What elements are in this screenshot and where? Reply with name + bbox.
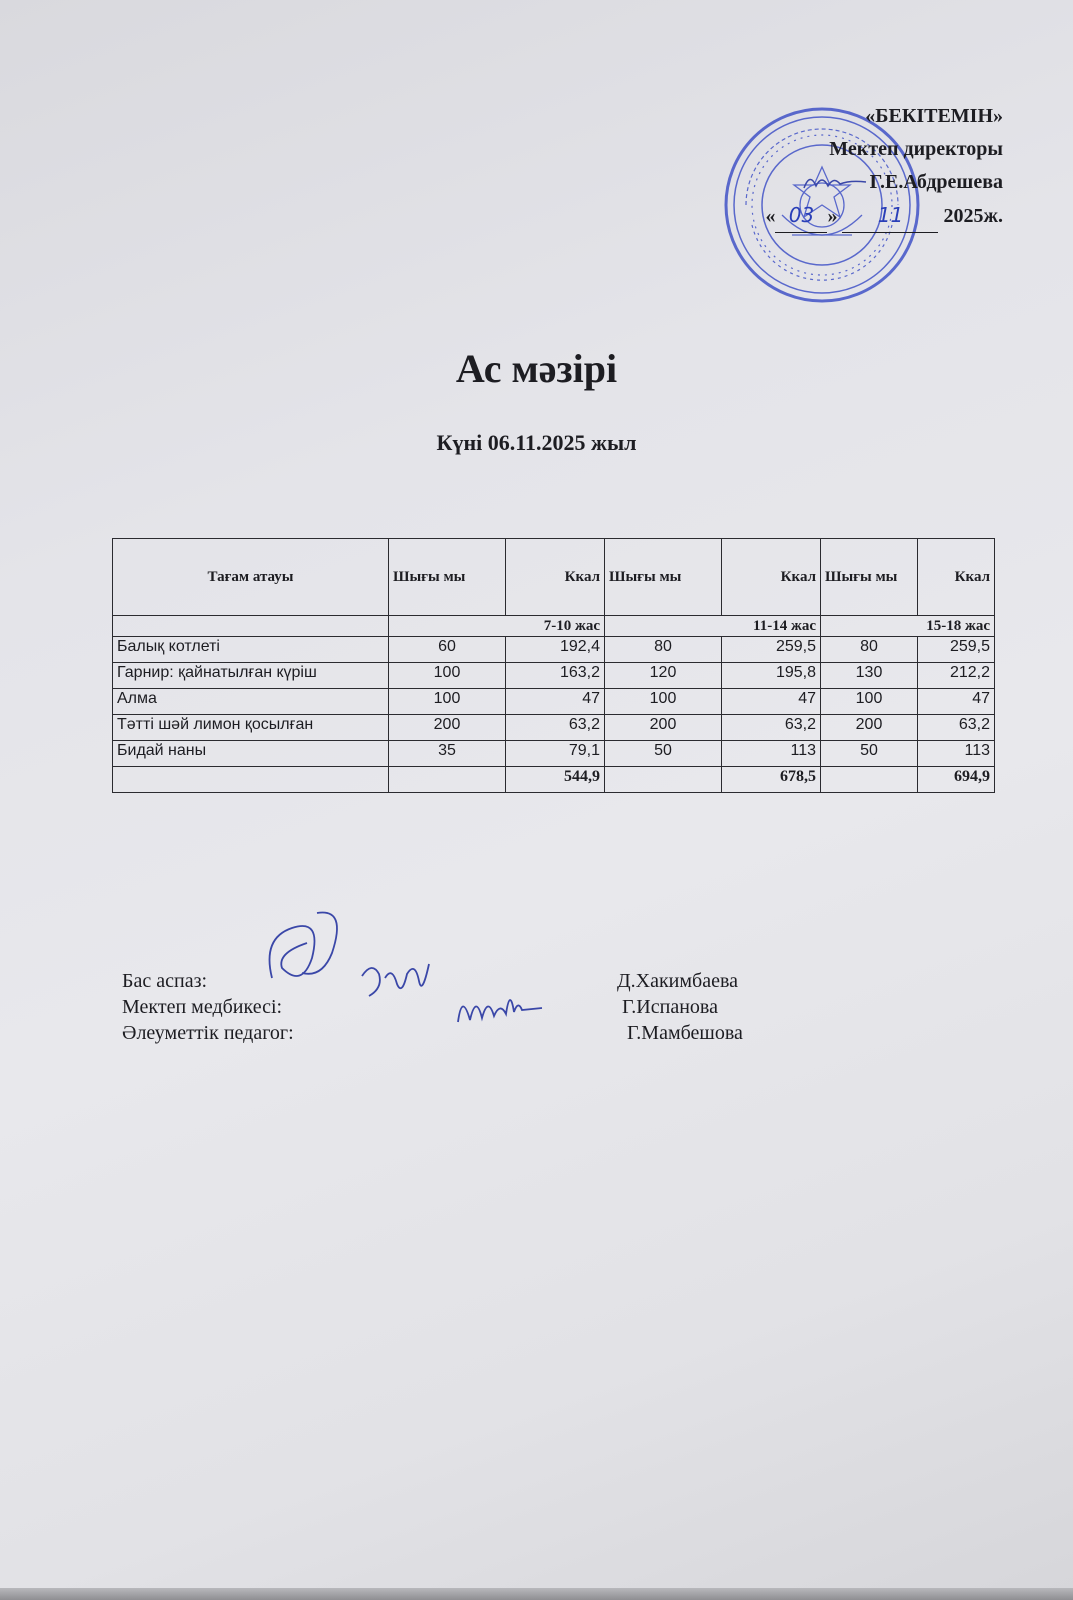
approval-year: 2025ж. bbox=[943, 205, 1003, 227]
yield-cell: 80 bbox=[821, 637, 918, 663]
approval-day: 03 bbox=[775, 199, 827, 233]
signature-name: Д.Хакимбаева bbox=[617, 970, 739, 992]
total-spacer-cell bbox=[605, 767, 722, 793]
chef-signature-icon bbox=[252, 898, 352, 998]
table-header-row bbox=[113, 539, 995, 616]
total-kcal-11-14: 678,5 bbox=[722, 767, 821, 793]
table-row bbox=[113, 689, 995, 715]
kcal-cell: 47 bbox=[506, 689, 605, 715]
signature-role: Әлеуметтік педагог: bbox=[122, 1022, 294, 1044]
dish-name: Алма bbox=[113, 689, 389, 715]
director-name: Г.Е.Абдрешева bbox=[869, 171, 1003, 193]
director-line bbox=[683, 166, 1003, 199]
menu-date: Күні 06.11.2025 жыл bbox=[436, 430, 637, 455]
signature-role: Мектеп медбикесі: bbox=[122, 996, 283, 1018]
header-yield: Шығы мы bbox=[605, 539, 722, 616]
total-spacer-cell bbox=[389, 767, 506, 793]
page-title: Ас мәзірі bbox=[455, 346, 618, 391]
yield-cell: 35 bbox=[389, 741, 506, 767]
age-group-11-14: 11-14 жас bbox=[605, 616, 821, 637]
kcal-cell: 113 bbox=[918, 741, 995, 767]
yield-cell: 50 bbox=[821, 741, 918, 767]
yield-cell: 80 bbox=[605, 637, 722, 663]
approval-month: 11 bbox=[842, 199, 938, 233]
total-label-cell bbox=[113, 767, 389, 793]
kcal-cell: 47 bbox=[918, 689, 995, 715]
header-yield: Шығы мы bbox=[821, 539, 918, 616]
age-group-row bbox=[113, 616, 995, 637]
yield-cell: 200 bbox=[821, 715, 918, 741]
header-kcal: Ккал bbox=[722, 539, 821, 616]
approval-heading: «БЕКІТЕМІН» bbox=[865, 105, 1003, 127]
date-quote-open: « bbox=[765, 205, 776, 227]
kcal-cell: 113 bbox=[722, 741, 821, 767]
director-signature-icon bbox=[800, 170, 870, 192]
kcal-cell: 195,8 bbox=[722, 663, 821, 689]
kcal-cell: 47 bbox=[722, 689, 821, 715]
signature-name: Г.Испанова bbox=[622, 996, 718, 1018]
director-position: Мектеп директоры bbox=[829, 138, 1003, 160]
dish-name: Тәтті шәй лимон қосылған bbox=[113, 715, 389, 741]
kcal-cell: 163,2 bbox=[506, 663, 605, 689]
signature-role: Бас аспаз: bbox=[122, 970, 208, 992]
table-row bbox=[113, 741, 995, 767]
header-kcal: Ккал bbox=[506, 539, 605, 616]
age-group-spacer bbox=[113, 616, 389, 637]
yield-cell: 120 bbox=[605, 663, 722, 689]
yield-cell: 130 bbox=[821, 663, 918, 689]
yield-cell: 200 bbox=[389, 715, 506, 741]
kcal-cell: 192,4 bbox=[506, 637, 605, 663]
kcal-cell: 259,5 bbox=[722, 637, 821, 663]
yield-cell: 200 bbox=[605, 715, 722, 741]
approval-date bbox=[683, 199, 1003, 233]
yield-cell: 100 bbox=[821, 689, 918, 715]
header-kcal: Ккал bbox=[918, 539, 995, 616]
dish-name: Гарнир: қайнатылған күріш bbox=[113, 663, 389, 689]
kcal-cell: 79,1 bbox=[506, 741, 605, 767]
kcal-cell: 63,2 bbox=[918, 715, 995, 741]
table-row bbox=[113, 663, 995, 689]
approval-block bbox=[683, 100, 1003, 233]
total-kcal-7-10: 544,9 bbox=[506, 767, 605, 793]
dish-name: Бидай наны bbox=[113, 741, 389, 767]
signature-block bbox=[122, 968, 822, 1046]
menu-table bbox=[112, 538, 995, 793]
kcal-cell: 259,5 bbox=[918, 637, 995, 663]
date-quote-close: » bbox=[827, 205, 838, 227]
nurse-signature-icon bbox=[357, 956, 432, 1006]
age-group-15-18: 15-18 жас bbox=[821, 616, 995, 637]
header-yield: Шығы мы bbox=[389, 539, 506, 616]
yield-cell: 60 bbox=[389, 637, 506, 663]
table-row bbox=[113, 637, 995, 663]
kcal-cell: 212,2 bbox=[918, 663, 995, 689]
kcal-cell: 63,2 bbox=[722, 715, 821, 741]
yield-cell: 100 bbox=[389, 689, 506, 715]
total-kcal-15-18: 694,9 bbox=[918, 767, 995, 793]
total-row bbox=[113, 767, 995, 793]
signature-name: Г.Мамбешова bbox=[627, 1022, 743, 1044]
header-dish-name: Тағам атауы bbox=[113, 539, 389, 616]
social-pedagogue-signature-icon bbox=[452, 982, 547, 1032]
age-group-7-10: 7-10 жас bbox=[389, 616, 605, 637]
table-row bbox=[113, 715, 995, 741]
kcal-cell: 63,2 bbox=[506, 715, 605, 741]
yield-cell: 50 bbox=[605, 741, 722, 767]
total-spacer-cell bbox=[821, 767, 918, 793]
yield-cell: 100 bbox=[389, 663, 506, 689]
yield-cell: 100 bbox=[605, 689, 722, 715]
page-bottom-edge bbox=[0, 1588, 1073, 1600]
dish-name: Балық котлеті bbox=[113, 637, 389, 663]
